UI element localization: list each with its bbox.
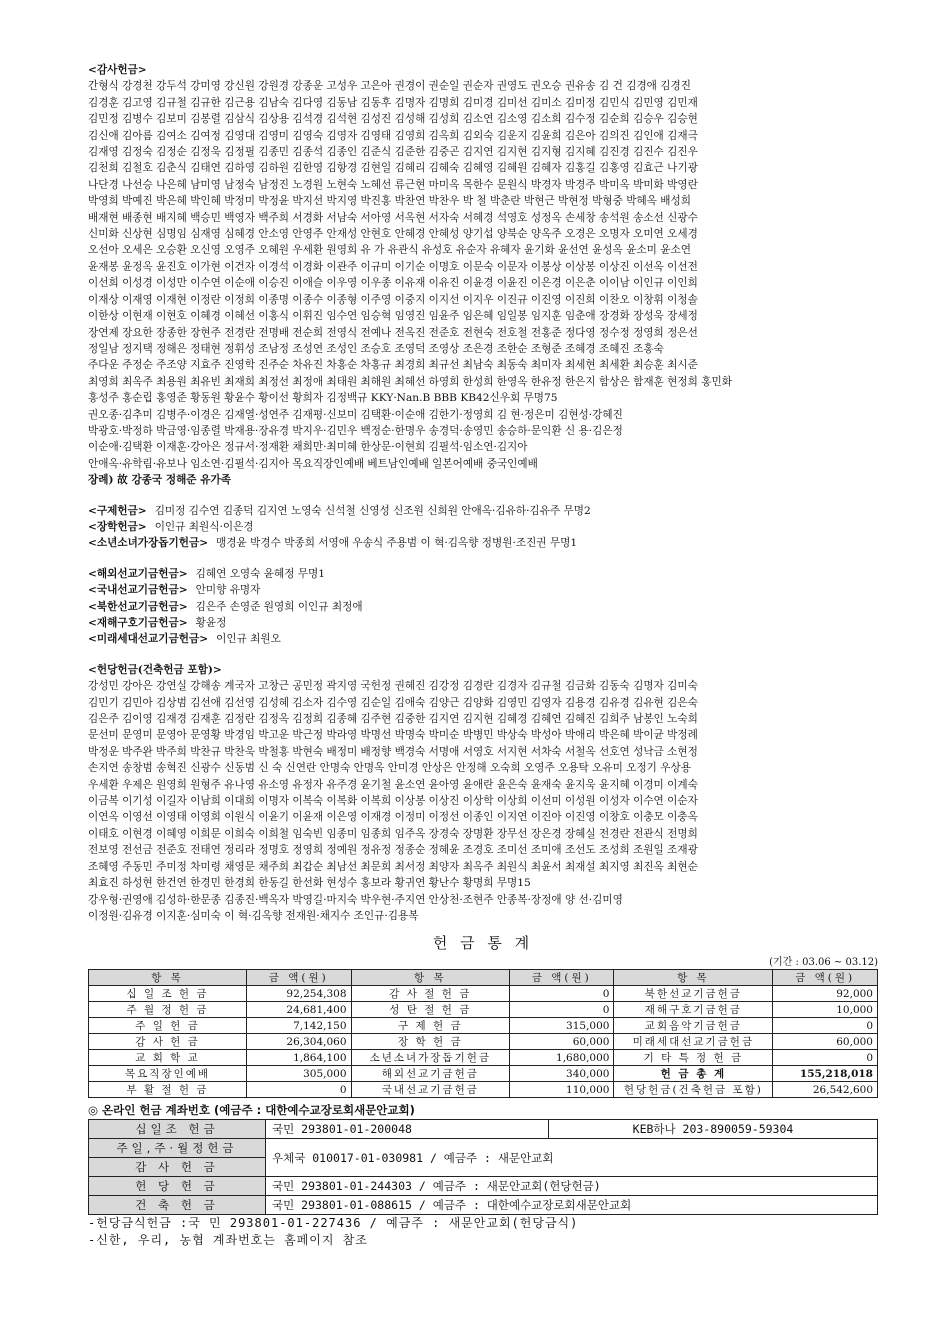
stats-row (89, 986, 878, 1002)
youth-support-offering: <소년소녀가장돕기헌금> 맹경윤 박경수 박종희 서영애 우송식 주용범 이 혁·김옥향 정병원·조진권 무명1 (88, 537, 578, 550)
stats-item-label: 소년소녀가장돕기헌금 (351, 1050, 510, 1066)
donor-line: 권오종·김추미 김병주·이경은 김재열·성연주 김재평·신보미 김택환·이순애 김한기·정영희 김 현·정은미 김현성·강혜진 (88, 408, 623, 421)
donor-line: 이연옥 이영선 이영태 이영희 이원식 이윤기 이윤재 이은영 이재경 이정미 이정선 이종인 이지연 이진아 이진영 이창호 이충모 이충옥 (88, 811, 698, 824)
stats-amount: 340,000 (510, 1066, 614, 1082)
stats-amount: 315,000 (510, 1018, 614, 1034)
overseas-mission-offering: <해외선교기금헌금> 김혜연 오영숙 윤혜정 무명1 (88, 567, 326, 580)
stats-amount: 26,542,600 (773, 1082, 878, 1098)
stats-amount: 0 (510, 1002, 614, 1018)
stats-amount: 0 (247, 1082, 351, 1098)
dedication-offering-section (88, 662, 878, 925)
relief-offering: <구제헌금> 김미정 김수연 김종덕 김지연 노영숙 신석철 신영성 신조원 신희원 안애옥·김유하·김유주 무명2 (88, 504, 591, 517)
donor-line: 이선희 이성경 이성만 이수연 이순애 이승진 이애슬 이우영 이우종 이유재 이유진 이윤경 이윤진 이은경 이은춘 이이남 이인규 이인희 (88, 277, 698, 290)
disaster-relief-offering: <재해구호기금헌금> 황윤정 (88, 617, 227, 629)
scholarship-offering: <장학헌금> 이인규 최원식·이은경 (88, 520, 254, 533)
stats-item-label: 국내선교기금헌금 (351, 1082, 510, 1098)
online-accounts-title: ◎ 온라인 헌금 계좌번호 (예금주 : 대한예수교장로회새문안교회) (88, 1103, 415, 1118)
donor-line: 나단경 나선승 나은혜 남미영 남정숙 남정진 노경원 노현숙 노혜선 류근현 마미옥 목한수 문원식 박경자 박경주 박미옥 박미화 박영란 (88, 178, 698, 191)
stats-amount: 0 (510, 986, 614, 1002)
donor-line: 이태호 이현경 이혜영 이희문 이희숙 이희철 임숙빈 임종미 임종희 임주옥 장경숙 장명환 장무선 장은경 장혜실 전경란 전관식 전명희 (88, 827, 698, 840)
stats-item-label: 부 활 절 헌 금 (89, 1082, 247, 1098)
stats-item-label: 주 일 헌 금 (89, 1018, 247, 1034)
donor-line: 조혜영 주동민 주미정 차미령 채영문 채주희 최갑순 최남선 최문희 최서정 최양자 최옥주 최원식 최윤서 최재설 최지영 최진옥 최현순 (88, 860, 698, 873)
stats-item-label: 기 타 특 정 헌 금 (614, 1050, 773, 1066)
stats-amount: 0 (773, 1050, 878, 1066)
donor-line: 정일남 정지택 정해은 정태현 정휘성 조남정 조성연 조성인 조승호 조영덕 조영상 조은경 조한순 조형준 조혜경 조혜진 조홍숙 (88, 342, 664, 355)
north-korea-mission-offering: <북한선교기금헌금> 김은주 손영준 원영희 이인규 최정애 (88, 600, 363, 613)
fasting-account-note: -헌당금식헌금 :국 민 293801-01-227436 / 예금주 : 새문안교회(헌당금식) (88, 1216, 579, 1231)
donor-line: 손지연 송창범 송혁진 신광수 신동범 신 숙 신연란 안명숙 안명옥 안미경 안상은 안정해 오숙희 오영주 오용탁 오유미 오정기 우상용 (88, 762, 691, 775)
stats-header-row: 항 목 금 액(원) 항 목 금 액(원) 항 목 금 액(원) (89, 970, 878, 986)
stats-amount: 60,000 (510, 1034, 614, 1050)
donor-line: 이한상 이현재 이현호 이혜경 이혜선 이홍식 이휘진 임수연 임승혁 임영진 임윤주 임은혜 임일봉 임지훈 임춘애 장경화 장성욱 장세정 (88, 310, 698, 323)
donor-line: 문선미 문영미 문영아 문영황 박경임 박고운 박근정 박라영 박명선 박명숙 박미순 박병민 박상숙 박성아 박애리 박은혜 박이균 박정례 (88, 729, 698, 742)
donor-line: 전보영 전선금 전준호 전태연 정리라 정명호 정영희 정예원 정유정 정종순 정혜윤 조경호 조미선 조미애 조선도 조성희 조원일 조재광 (88, 844, 698, 857)
donor-line: 우세환 우제은 원영희 원형주 유나영 유소영 유정자 유주경 윤기철 윤소연 윤아영 윤애란 윤은숙 윤재숙 윤지욱 윤지혜 이경미 이계숙 (88, 778, 698, 791)
stats-item-label: 북한선교기금헌금 (614, 986, 773, 1002)
stats-row (89, 1066, 878, 1082)
stats-amount: 1,680,000 (510, 1050, 614, 1066)
donor-line: 간형식 강경천 강두석 강미영 강신원 강원경 강종운 고성우 고은아 권경이 권순일 권순자 권영도 권오승 권유송 김 건 김경애 김경진 (88, 80, 691, 93)
dedication-header: <헌당헌금(건축헌금 포함)> (88, 663, 222, 676)
donor-line: 김민정 김병수 김보미 김봉렬 김삼식 김상용 김석경 김석현 김성진 김성해 김성희 김소연 김소영 김소희 김수정 김순희 김승우 김승현 (88, 113, 698, 126)
stats-item-label: 장 학 헌 금 (351, 1034, 510, 1050)
stats-row (89, 1018, 878, 1034)
stats-row (89, 1082, 878, 1098)
stats-item-label: 감 사 절 헌 금 (351, 986, 510, 1002)
donor-line: 강우형·권영애 김성하·한문종 김종진·백옥자 박영길·마지숙 박우현·주지연 안상천·조현주 안종복·장정애 양 선·김미영 (88, 893, 623, 906)
acct-row-dedication: 헌 당 헌 금 국민 293801-01-244303 / 예금주 : 새문안교회(헌당헌금) (89, 1177, 878, 1196)
donor-line: 신미화 신상현 심명임 심재영 심혜경 안소영 안영주 안재성 안현호 안혜경 안혜성 양기섭 양북순 양옥주 오경은 오명자 오미연 오세경 (88, 228, 698, 241)
thanksgiving-donor-list (88, 78, 878, 472)
stats-amount: 60,000 (773, 1034, 878, 1050)
stats-amount: 92,000 (773, 986, 878, 1002)
donor-line: 주다운 주정순 주조양 지효주 진영학 진주순 차유진 차홍순 차홍규 최경희 최규선 최남숙 최동숙 최미자 최세현 최세환 최승훈 최시준 (88, 359, 698, 372)
donor-line: 김천희 김철호 김춘식 김태연 김하영 김하원 김한영 김항경 김현일 김혜리 김혜숙 김혜영 김혜원 김혜자 김홍길 김홍영 김효근 나기광 (88, 162, 698, 175)
stats-row (89, 1034, 878, 1050)
stats-amount: 92,254,308 (247, 986, 351, 1002)
donor-line: 김민기 김민아 김상범 김선애 김선영 김성혜 김소자 김수영 김순일 김애숙 김양근 김양화 김영민 김영자 김용경 김유경 김유현 김은숙 (88, 696, 698, 709)
donor-line: 윤재봉 윤정옥 윤진호 이가현 이건자 이경석 이경화 이관주 이규미 이기순 이명호 이문숙 이문자 이봉상 이상봉 이상진 이선옥 이선전 (88, 260, 698, 273)
stats-title: 헌 금 통 계 (432, 934, 534, 953)
bulletin-page (88, 62, 878, 1249)
acct-row-building: 건 축 헌 금 국민 293801-01-088615 / 예금주 : 대한예수교장로회새문안교회 (89, 1196, 878, 1215)
donor-line: 배재현 배종현 배지혜 백승민 백영자 백주희 서경화 서남숙 서아영 서옥현 서자숙 서혜경 석영호 성정옥 손세창 송석원 송소선 신광수 (88, 211, 698, 224)
stats-item-label: 주 월 정 헌 금 (89, 1002, 247, 1018)
stats-amount: 305,000 (247, 1066, 351, 1082)
stats-amount: 110,000 (510, 1082, 614, 1098)
stats-amount: 155,218,018 (773, 1066, 878, 1082)
stats-item-label: 헌 금 총 계 (614, 1066, 773, 1082)
donor-line: 김신애 김아름 김여소 김여정 김영대 김영미 김영숙 김영자 김영태 김영희 김옥희 김외숙 김운지 김윤희 김은아 김의진 김인애 김재극 (88, 129, 698, 142)
stats-item-label: 구 제 헌 금 (351, 1018, 510, 1034)
stats-item-label: 성 탄 절 헌 금 (351, 1002, 510, 1018)
donor-line: 최영희 최옥주 최용원 최유빈 최재희 최정선 최정애 최태원 최해원 최혜선 하영희 한성희 한영옥 한유정 한은지 함상은 함재훈 현정희 홍민화 (88, 375, 732, 388)
donor-line: 오선아 오세은 오승환 오신영 오영주 오혜원 우세환 원영희 유 가 유관식 유성호 유순자 유혜자 윤기화 윤선연 윤성옥 윤소미 윤소연 (88, 244, 691, 257)
stats-amount: 26,304,060 (247, 1034, 351, 1050)
donor-line: 홍성주 홍순립 홍영준 황동원 황윤수 황이선 황희자 김정백규 KKY·Nan.B BBB KB42신우회 무명75 (88, 392, 558, 405)
stats-amount: 24,681,400 (247, 1002, 351, 1018)
donor-line: 김재영 김정숙 김정순 김정욱 김정필 김종민 김종석 김종인 김준식 김준한 김중곤 김지연 김지현 김지형 김지혜 김진경 김진수 김진우 (88, 146, 698, 159)
stats-item-label: 해외선교기금헌금 (351, 1066, 510, 1082)
stats-item-label: 재해구호기금헌금 (614, 1002, 773, 1018)
donor-line: 장연제 장요한 장종한 장현주 전경란 전명배 전순희 전영식 전예나 전옥진 전준호 전현숙 전호철 전홍준 정다영 정수정 정영희 정은선 (88, 326, 698, 339)
stats-item-label: 목요직장인예배 (89, 1066, 247, 1082)
stats-period: (기간 : 03.06 ~ 03.12) (769, 957, 878, 969)
donor-line: 박광호·박정하 박금영·임종렬 박재용·장유경 박지우·김민우 백정순·한명우 송경덕·송영민 송승하·문익환 신 용·김은정 (88, 424, 623, 437)
memorial-line: 장례) 故 강종국 정해준 유가족 (88, 474, 231, 487)
stats-item-label: 교회음악기금헌금 (614, 1018, 773, 1034)
donor-line: 박정운 박주완 박주희 박찬규 박찬욱 박철홍 박현숙 배정미 배정향 백경숙 서명애 서영호 서지현 서차숙 서철옥 선호연 성낙금 소현정 (88, 745, 698, 758)
donor-line: 최효진 하성현 한건연 한경민 한경희 한동길 한선화 현성수 홍보라 황귀연 황난수 황명희 무명15 (88, 877, 531, 890)
stats-row (89, 1050, 878, 1066)
stats-amount: 0 (773, 1018, 878, 1034)
future-generation-offering: <미래세대선교기금헌금> 이인규 최원오 (88, 633, 281, 646)
donor-line: 이금복 이기성 이길자 이남희 이대희 이명자 이복숙 이복화 이복희 이상봉 이상진 이상학 이상희 이선미 이성원 이성자 이수연 이순자 (88, 795, 698, 808)
donor-line: 박영희 박예진 박은혜 박인혜 박정미 박정윤 박지선 박지영 박진홍 박찬연 박찬우 박 철 박춘란 박현근 박현정 박형중 박혜옥 배성희 (88, 195, 691, 208)
acct-row-weekly: 주일,주·월정헌금 우체국 010017-01-030981 / 예금주 : 새문안교회 (89, 1139, 878, 1158)
donor-line: 강성민 강아은 강연실 강해송 계국자 고창근 공민정 곽지영 국헌정 권혜진 김강정 김경란 김경자 김규철 김금화 김동숙 김명자 김미숙 (88, 680, 698, 693)
offering-stats-table (88, 969, 878, 1098)
donor-line: 이정원·김유경 이지훈·심미숙 이 혁·김옥향 전재원·채지수 조인규·김용복 (88, 909, 419, 922)
donor-line: 김은주 김이영 김재경 김재훈 김정란 김정옥 김정희 김종혜 김주현 김중한 김지연 김지현 김혜경 김혜연 김혜진 김희주 남봉인 노숙희 (88, 713, 698, 726)
donor-line: 안애옥·유학림·유보나 임소연·김필석·김지아 목요직장인예배 베트남인예배 일본어예배 중국인예배 (88, 457, 538, 470)
stats-amount: 1,864,100 (247, 1050, 351, 1066)
donor-line: 김경훈 김고영 김규철 김규한 김근용 김남숙 김다영 김동남 김동후 김명자 김명희 김미경 김미선 김미소 김미정 김민식 김민영 김민재 (88, 96, 698, 109)
stats-item-label: 헌당헌금(건축헌금 포함) (614, 1082, 773, 1098)
homepage-note: -신한, 우리, 농협 계좌번호는 홈페이지 참조 (88, 1233, 368, 1248)
dedication-donor-list (88, 678, 878, 924)
donor-line: 이순애·김택환 이재훈·강아은 정규서·정재환 채희만·최미혜 한상문·이현희 김필석·임소연·김지아 (88, 441, 528, 454)
stats-item-label: 십 일 조 헌 금 (89, 986, 247, 1002)
donor-line: 이재상 이재영 이재현 이정란 이정희 이종명 이종수 이종형 이주영 이중지 이지선 이지우 이진규 이진영 이진희 이찬오 이창휘 이청솔 (88, 293, 698, 306)
domestic-mission-offering: <국내선교기금헌금> 안미향 유명자 (88, 584, 261, 597)
acct-row-thanks: 감 사 헌 금 (89, 1158, 878, 1177)
stats-amount: 10,000 (773, 1002, 878, 1018)
thanksgiving-offering-section (88, 62, 878, 489)
online-accounts-table (88, 1119, 878, 1215)
stats-item-label: 감 사 헌 금 (89, 1034, 247, 1050)
acct-row-tithe: 십일조 헌금 국민 293801-01-200048 KEB하나 203-890059-59304 (89, 1120, 878, 1139)
stats-item-label: 교 회 학 교 (89, 1050, 247, 1066)
stats-item-label: 미래세대선교기금헌금 (614, 1034, 773, 1050)
stats-amount: 7,142,150 (247, 1018, 351, 1034)
thanksgiving-header: <감사헌금> (88, 64, 147, 76)
stats-row (89, 1002, 878, 1018)
